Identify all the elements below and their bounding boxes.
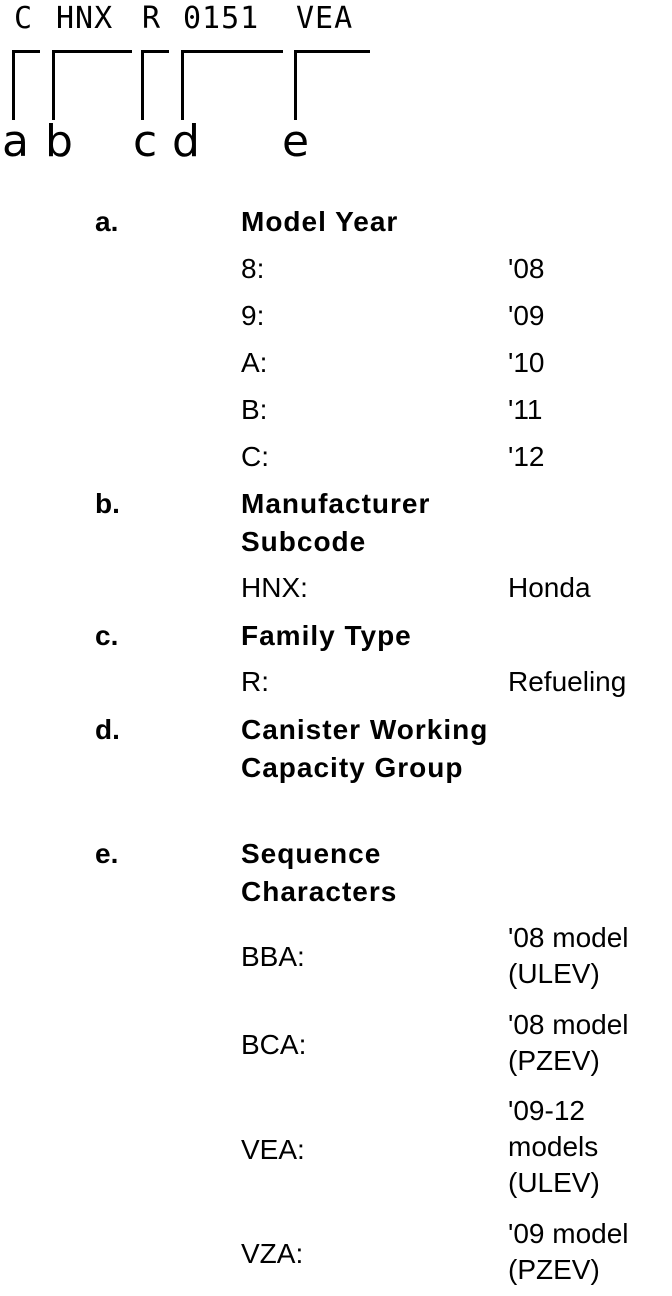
entry-code: VEA:	[241, 1134, 305, 1165]
entry-code: VZA:	[241, 1238, 304, 1269]
section-key: c.	[95, 620, 119, 651]
segment-letter-d: d	[172, 116, 200, 167]
section-key: d.	[95, 714, 120, 745]
code-segment-c: R	[142, 1, 162, 36]
entry-code: C:	[241, 441, 269, 472]
entry-code: BBA:	[241, 941, 305, 972]
entry-meaning: '11	[508, 394, 543, 425]
section-heading: Family Type	[241, 620, 412, 651]
entry-meaning: '12	[508, 441, 545, 472]
code-segment-b: HNX	[56, 1, 114, 36]
entry-meaning: '08 model (ULEV)	[508, 922, 629, 989]
segment-letter-b: b	[45, 116, 73, 167]
entry-code: A:	[241, 347, 268, 378]
entry-meaning: '09	[508, 300, 545, 331]
entry-meaning: Refueling	[508, 666, 627, 697]
entry-code: BCA:	[241, 1029, 307, 1060]
entry-meaning: '10	[508, 347, 545, 378]
section-heading: Sequence Characters	[241, 838, 398, 907]
section-heading: Manufacturer Subcode	[241, 488, 431, 557]
section-heading: Canister Working Capacity Group	[241, 714, 489, 783]
entry-code: 8:	[241, 253, 265, 284]
entry-code: R:	[241, 666, 269, 697]
entry-code: 9:	[241, 300, 265, 331]
entry-code: B:	[241, 394, 268, 425]
code-segment-a: C	[14, 1, 34, 36]
entry-meaning: Honda	[508, 572, 591, 603]
code-segment-d: 0151	[183, 1, 260, 36]
entry-meaning: '09-12 models (ULEV)	[508, 1095, 600, 1198]
section-key: a.	[95, 206, 119, 237]
entry-meaning: '09 model (PZEV)	[508, 1218, 629, 1285]
segment-letter-a: a	[2, 116, 29, 167]
entry-meaning: '08 model (PZEV)	[508, 1009, 629, 1076]
entry-meaning: '08	[508, 253, 545, 284]
section-key: e.	[95, 838, 119, 869]
segment-letter-c: c	[133, 116, 158, 167]
section-key: b.	[95, 488, 120, 519]
segment-letter-e: e	[282, 116, 310, 167]
code-segment-e: VEA	[296, 1, 354, 36]
entry-code: HNX:	[241, 572, 308, 603]
section-heading: Model Year	[241, 206, 399, 237]
